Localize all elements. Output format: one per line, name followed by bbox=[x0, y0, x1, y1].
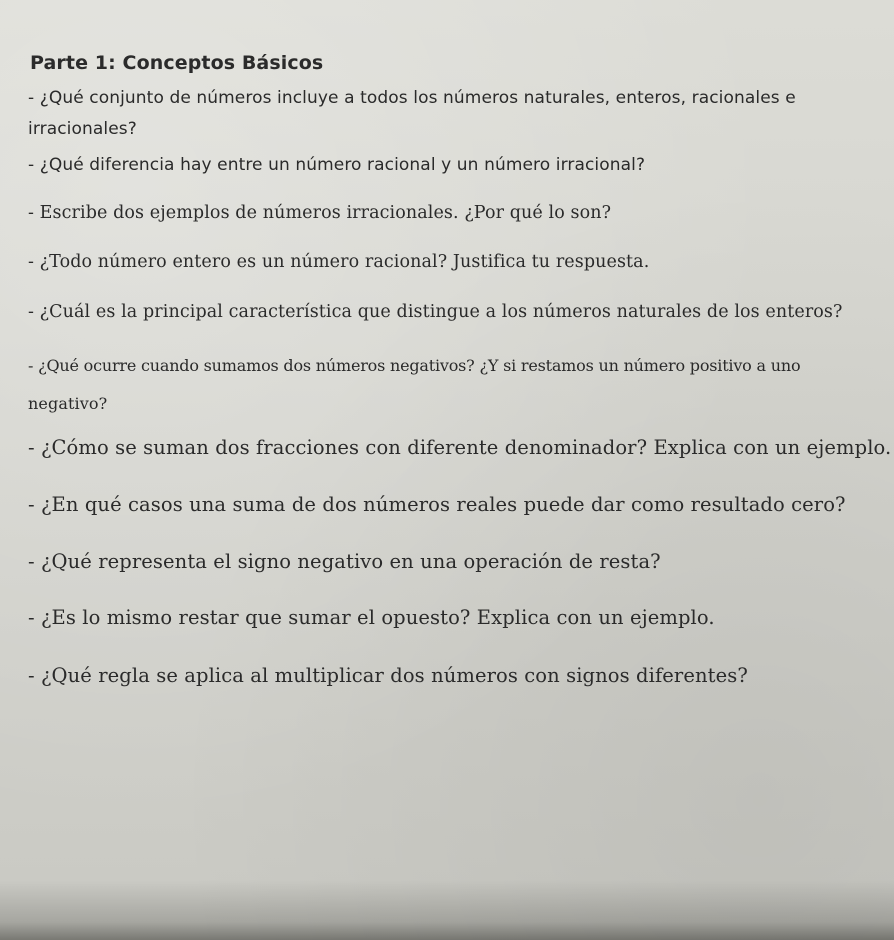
question-3: - Escribe dos ejemplos de números irracionales. ¿Por qué lo son? bbox=[28, 203, 612, 223]
question-10: - ¿Es lo mismo restar que sumar el opuesto? Explica con un ejemplo. bbox=[28, 606, 715, 629]
question-11: - ¿Qué regla se aplica al multiplicar dos números con signos diferentes? bbox=[28, 664, 748, 687]
question-4: - ¿Todo número entero es un número racional? Justifica tu respuesta. bbox=[28, 252, 650, 272]
question-7: - ¿Cómo se suman dos fracciones con diferente denominador? Explica con un ejemplo. bbox=[28, 436, 892, 459]
question-6-line-2: negativo? bbox=[28, 394, 108, 413]
question-1-line-2: irracionales? bbox=[28, 119, 137, 139]
question-1-line-1: - ¿Qué conjunto de números incluye a todos los números naturales, enteros, racionales e bbox=[28, 88, 796, 108]
question-8: - ¿En qué casos una suma de dos números reales puede dar como resultado cero? bbox=[28, 493, 846, 516]
question-9: - ¿Qué representa el signo negativo en una operación de resta? bbox=[28, 550, 661, 573]
bottom-edge-shadow bbox=[0, 880, 894, 940]
page-title: Parte 1: Conceptos Básicos bbox=[30, 52, 324, 74]
question-6-line-1: - ¿Qué ocurre cuando sumamos dos números negativos? ¿Y si restamos un número positivo a uno bbox=[28, 356, 801, 375]
question-5: - ¿Cuál es la principal característica que distingue a los números naturales de los enteros? bbox=[28, 302, 843, 322]
question-2: - ¿Qué diferencia hay entre un número racional y un número irracional? bbox=[28, 155, 646, 175]
